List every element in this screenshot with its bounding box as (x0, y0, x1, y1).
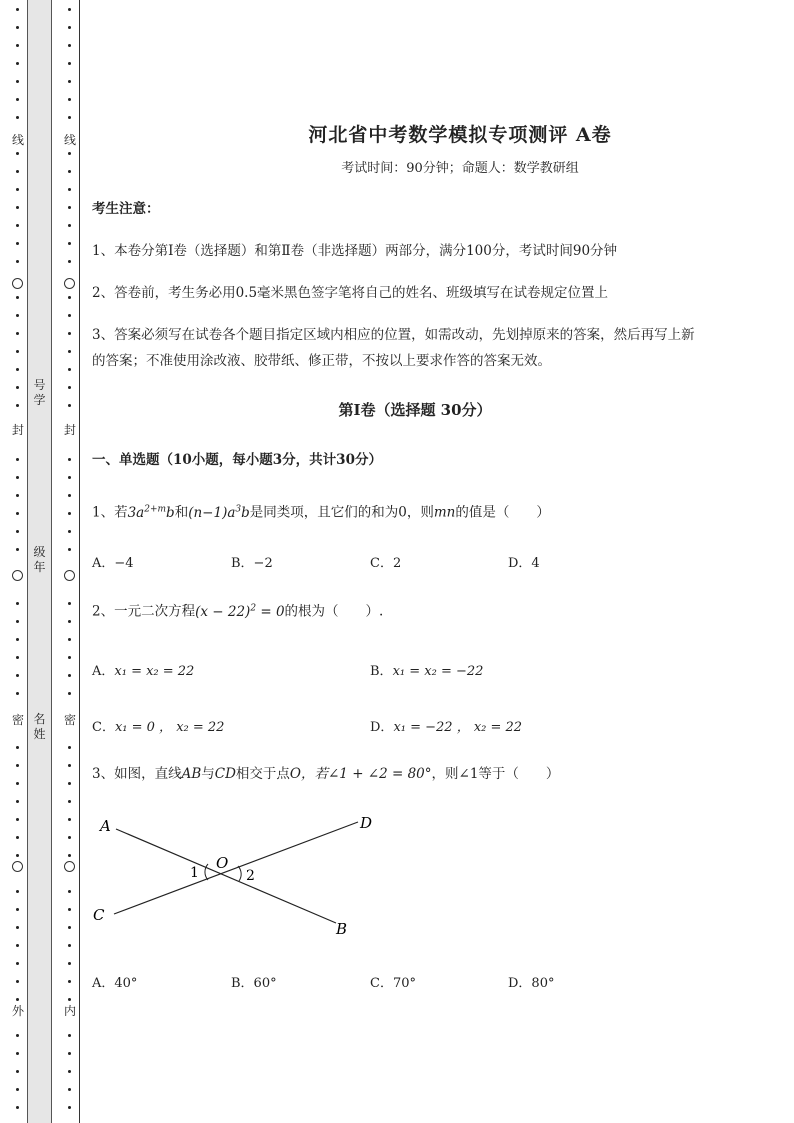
q3-option-b[interactable]: B．60° (231, 976, 277, 991)
notice-heading: 考生注意： (92, 201, 160, 217)
q3-option-c[interactable]: C．70° (370, 976, 416, 991)
margin-line (79, 0, 80, 1123)
binding-circle (12, 278, 23, 289)
notice-item-3-cont: 的答案；不准使用涂改液、胶带纸、修正带，不按以上要求作答的答案无效。 (92, 353, 551, 369)
binding-dot (68, 944, 71, 947)
binding-dot (68, 818, 71, 821)
binding-dot (16, 800, 19, 803)
binding-dot (16, 980, 19, 983)
binding-dot (68, 890, 71, 893)
q1-option-c[interactable]: C．2 (370, 556, 402, 571)
name-label: 名 姓 (33, 712, 46, 741)
q2-option-d[interactable]: D．x₁ = −22 ， x₂ = 22 (370, 720, 523, 735)
binding-dot (68, 1052, 71, 1055)
binding-dot (16, 476, 19, 479)
binding-dot (68, 746, 71, 749)
binding-dot (68, 548, 71, 551)
binding-dot (68, 386, 71, 389)
q1-expr2: $(n-1)a^3b$ (188, 504, 250, 521)
binding-circle (12, 861, 23, 872)
q3-line-ab: AB (181, 766, 202, 782)
binding-dot (68, 656, 71, 659)
q3-option-a[interactable]: A．40° (92, 976, 138, 991)
binding-mark: 封 (61, 423, 79, 437)
q1-end: 的值是（ ） (455, 504, 550, 521)
binding-dot (16, 368, 19, 371)
notice-item-1: 1、本卷分第I卷（选择题）和第Ⅱ卷（非选择题）两部分，满分100分，考试时间90分钟 (92, 243, 618, 259)
label-d: D (360, 814, 373, 832)
binding-dot (16, 116, 19, 119)
binding-dot (68, 188, 71, 191)
q3-prefix: 3、如图，直线 (92, 766, 182, 782)
binding-dot (16, 512, 19, 515)
binding-dot (68, 62, 71, 65)
binding-dot (68, 170, 71, 173)
binding-dot (68, 926, 71, 929)
q2-option-a[interactable]: A．x₁ = x₂ = 22 (92, 664, 195, 679)
question-2 (92, 595, 383, 625)
binding-mark: 线 (61, 133, 79, 147)
notice-item-2: 2、答卷前，考生务必用0.5毫米黑色签字笔将自己的姓名、班级填写在试卷规定位置上 (92, 285, 609, 301)
binding-dot (68, 494, 71, 497)
binding-dot (68, 836, 71, 839)
binding-dot (16, 926, 19, 929)
q1-prefix: 1、若 (92, 504, 128, 521)
binding-dot (16, 602, 19, 605)
binding-dot (16, 332, 19, 335)
binding-circle (12, 570, 23, 581)
binding-dot (68, 674, 71, 677)
binding-dot (16, 656, 19, 659)
label-c: C (93, 906, 105, 924)
part-title: 第I卷（选择题 30分） (338, 401, 492, 419)
binding-circle (64, 861, 75, 872)
binding-dot (68, 350, 71, 353)
angle-2-arc (238, 866, 241, 881)
q3-option-d[interactable]: D．80° (508, 976, 555, 991)
label-angle-2: 2 (246, 868, 255, 884)
binding-dot (68, 98, 71, 101)
q3-line-cd: CD (214, 766, 236, 782)
grade-label: 级 年 (33, 545, 46, 574)
binding-dot (16, 350, 19, 353)
binding-dot (16, 692, 19, 695)
binding-dot (16, 314, 19, 317)
exam-info: 考试时间：90分钟；命题人：数学教研组 (341, 161, 579, 176)
section-heading: 一、单选题（10小题，每小题3分，共计30分） (92, 452, 382, 468)
binding-dot (16, 854, 19, 857)
binding-dot (68, 476, 71, 479)
q2-option-c[interactable]: C．x₁ = 0 ， x₂ = 22 (92, 720, 225, 735)
binding-dot (68, 80, 71, 83)
binding-dot (68, 296, 71, 299)
binding-dot (16, 944, 19, 947)
binding-dot (16, 620, 19, 623)
binding-dot (68, 242, 71, 245)
binding-dot (68, 260, 71, 263)
line-cd (114, 822, 358, 914)
q1-var: mn (433, 504, 456, 521)
binding-dot (68, 368, 71, 371)
binding-dot (16, 746, 19, 749)
binding-dot (16, 836, 19, 839)
page-title: 河北省中考数学模拟专项测评 A卷 (308, 124, 612, 146)
binding-dot (68, 1088, 71, 1091)
label-o: O (216, 854, 229, 872)
q3-point-o: O (289, 766, 301, 782)
binding-dot (16, 98, 19, 101)
binding-dot (68, 332, 71, 335)
binding-dot (68, 908, 71, 911)
intersecting-lines-figure (90, 808, 373, 938)
binding-dot (68, 512, 71, 515)
q1-option-d[interactable]: D．4 (508, 556, 540, 571)
q2-prefix: 2、一元二次方程 (92, 603, 196, 620)
binding-dot (16, 1106, 19, 1109)
binding-dot (16, 206, 19, 209)
binding-dot (68, 602, 71, 605)
binding-dot (68, 782, 71, 785)
binding-dot (16, 80, 19, 83)
q3-suffix: ，则∠1等于（ ） (431, 766, 560, 782)
binding-dot (68, 1034, 71, 1037)
student-info-strip (27, 0, 52, 1123)
binding-dot (16, 1034, 19, 1037)
binding-dot (16, 260, 19, 263)
binding-dot (16, 782, 19, 785)
binding-dot (16, 458, 19, 461)
binding-dot (68, 692, 71, 695)
binding-dot (68, 1070, 71, 1073)
binding-dot (68, 26, 71, 29)
binding-dot (16, 818, 19, 821)
q2-suffix: 的根为（ ）. (284, 603, 384, 620)
binding-dot (16, 44, 19, 47)
binding-dot (16, 764, 19, 767)
binding-dot (68, 638, 71, 641)
binding-dot (68, 764, 71, 767)
binding-dot (16, 548, 19, 551)
binding-dot (16, 1052, 19, 1055)
q1-expr1: $3a^{2+m}b$ (127, 504, 175, 521)
binding-circle (64, 570, 75, 581)
q1-suffix: 是同类项，且它们的和为0，则 (249, 504, 434, 521)
binding-dot (68, 314, 71, 317)
angle-1-arc (205, 864, 208, 880)
binding-dot (68, 404, 71, 407)
binding-dot (16, 62, 19, 65)
binding-circle (64, 278, 75, 289)
label-angle-1: 1 (190, 865, 199, 881)
binding-dot (68, 962, 71, 965)
notice-item-3: 3、答案必须写在试卷各个题目指定区域内相应的位置，如需改动，先划掉原来的答案，然后再写上新 (92, 327, 695, 343)
binding-dot (16, 404, 19, 407)
binding-dot (16, 962, 19, 965)
binding-mark: 密 (61, 713, 79, 727)
binding-dot (68, 980, 71, 983)
binding-mark: 外 (9, 1004, 27, 1018)
binding-dot (68, 116, 71, 119)
binding-dot (16, 296, 19, 299)
binding-dot (16, 170, 19, 173)
binding-dot (16, 530, 19, 533)
binding-dot (16, 494, 19, 497)
binding-dot (68, 152, 71, 155)
binding-dot (68, 206, 71, 209)
binding-mark: 内 (61, 1004, 79, 1018)
q1-mid: 和 (174, 504, 189, 521)
student-id-label: 号 学 (33, 378, 46, 407)
question-3: 3、如图，直线AB与CD相交于点O，若∠1 + ∠2 = 80°，则∠1等于（ ） (92, 766, 560, 782)
binding-dot (16, 638, 19, 641)
binding-mark: 密 (9, 713, 27, 727)
binding-dot (68, 458, 71, 461)
binding-dot (16, 224, 19, 227)
label-a: A (100, 817, 111, 835)
question-1 (92, 496, 550, 526)
binding-mark: 线 (9, 133, 27, 147)
q3-condition: ，若∠1 + ∠2 = 80° (301, 766, 432, 782)
binding-dot (68, 1106, 71, 1109)
binding-dot (16, 152, 19, 155)
q2-equation: $(x - 22)^2 = 0$ (195, 603, 285, 620)
binding-dot (16, 998, 19, 1001)
binding-dot (68, 44, 71, 47)
binding-dot (68, 224, 71, 227)
q1-option-b[interactable]: B．−2 (231, 556, 273, 571)
binding-dot (16, 242, 19, 245)
right-dotted-line (64, 0, 76, 1123)
binding-dot (16, 890, 19, 893)
binding-dot (68, 8, 71, 11)
binding-dot (16, 674, 19, 677)
binding-dot (68, 800, 71, 803)
binding-dot (16, 908, 19, 911)
binding-dot (68, 998, 71, 1001)
q2-option-b[interactable]: B．x₁ = x₂ = −22 (370, 664, 484, 679)
label-b: B (336, 920, 348, 938)
binding-dot (68, 530, 71, 533)
binding-dot (16, 386, 19, 389)
binding-dot (68, 854, 71, 857)
binding-dot (68, 620, 71, 623)
binding-dot (16, 1088, 19, 1091)
binding-mark: 封 (9, 423, 27, 437)
binding-dot (16, 8, 19, 11)
binding-dot (16, 1070, 19, 1073)
binding-dot (16, 188, 19, 191)
binding-dot (16, 26, 19, 29)
left-dotted-line (12, 0, 24, 1123)
q1-option-a[interactable]: A．−4 (92, 556, 134, 571)
